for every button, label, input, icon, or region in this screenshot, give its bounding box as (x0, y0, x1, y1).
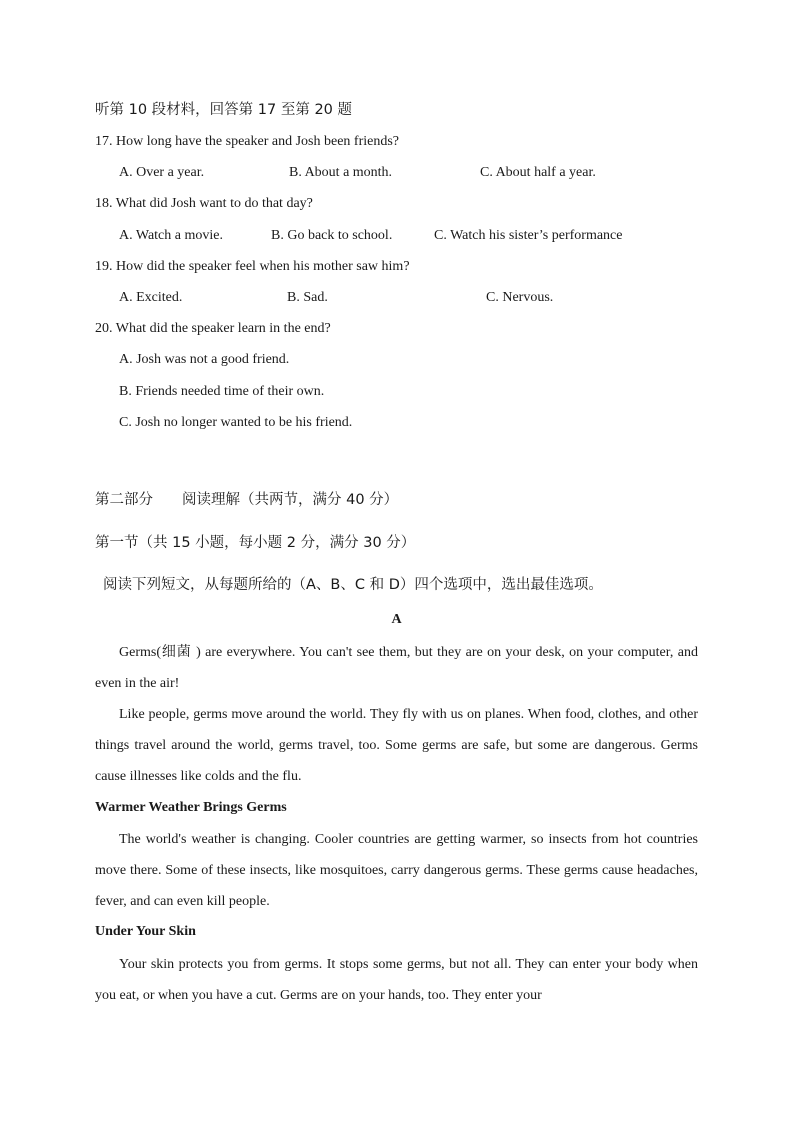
q19-option-c: C. Nervous. (486, 290, 554, 305)
q17-option-b: B. About a month. (289, 165, 393, 180)
question-19: 19. How did the speaker feel when his mother saw him? (95, 259, 410, 274)
q18-option-c: C. Watch his sister’s performance (434, 228, 623, 243)
passage-paragraph-3: The world's weather is changing. Cooler countries are getting warmer, so insects from hot countries move there. Some of these insects, like mosquitoes, carry dangerous germs. These germs cause headaches, fever, and can even kill people. (95, 832, 698, 909)
passage-paragraph-1: Germs(细菌 ) are everywhere. You can't see them, but they are on your desk, on your computer, and even in the air! (95, 645, 698, 691)
question-18: 18. What did Josh want to do that day? (95, 196, 313, 211)
passage-heading-warmer-weather: Warmer Weather Brings Germs (95, 800, 287, 815)
q19-option-a: A. Excited. (119, 290, 183, 305)
q18-option-b: B. Go back to school. (271, 228, 393, 243)
q20-option-b: B. Friends needed time of their own. (119, 384, 325, 399)
section-one-title: 第一节（共 15 小题，每小题 2 分，满分 30 分） (95, 535, 416, 551)
passage-paragraph-2: Like people, germs move around the world. They fly with us on planes. When food, clothes, and other things travel around the world, germs travel, too. Some germs are safe, but some are dangerous. Germs cause illnesses like colds and the flu. (95, 707, 698, 784)
passage-label: A (391, 612, 402, 627)
q20-option-a: A. Josh was not a good friend. (119, 352, 290, 367)
q20-option-c: C. Josh no longer wanted to be his friend. (119, 415, 353, 430)
q19-option-b: B. Sad. (287, 290, 328, 305)
q17-option-c: C. About half a year. (480, 165, 596, 180)
reading-directions: 阅读下列短文，从每题所给的（A、B、C 和 D）四个选项中，选出最佳选项。 (103, 577, 603, 593)
passage-heading-under-skin: Under Your Skin (95, 924, 196, 939)
question-20: 20. What did the speaker learn in the end? (95, 321, 331, 336)
listening-instruction: 听第 10 段材料，回答第 17 至第 20 题 (95, 102, 353, 118)
q18-option-a: A. Watch a movie. (119, 228, 223, 243)
part-two-title: 第二部分 阅读理解（共两节，满分 40 分） (95, 492, 399, 508)
q17-option-a: A. Over a year. (119, 165, 205, 180)
question-17: 17. How long have the speaker and Josh been friends? (95, 134, 400, 149)
passage-paragraph-4: Your skin protects you from germs. It stops some germs, but not all. They can enter your body when you eat, or when you have a cut. Germs are on your hands, too. They enter your (95, 957, 698, 1003)
